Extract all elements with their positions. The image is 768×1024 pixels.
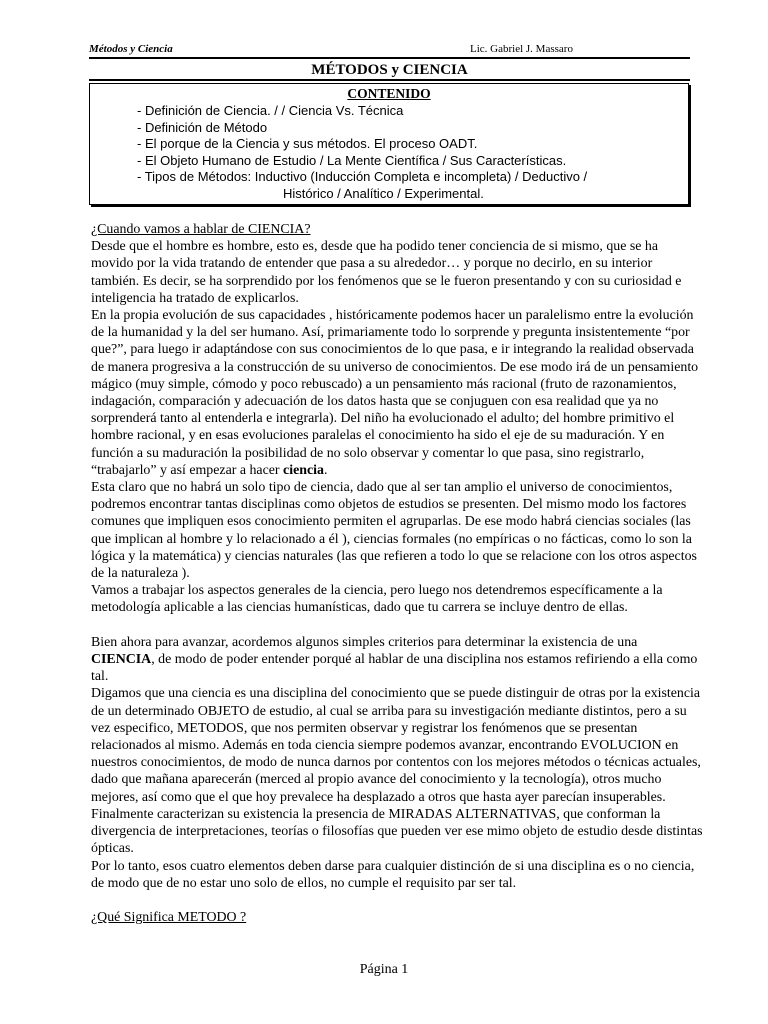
contents-item: - Definición de Método [137,119,268,135]
contents-item: - El porque de la Ciencia y sus métodos. El proceso OADT. [137,136,478,151]
contents-item-continuation: Histórico / Analítico / Experimental. [283,185,484,201]
page-header [89,43,690,57]
paragraph: Desde que el hombre es hombre, esto es, desde que ha podido tener conciencia de si mismo, que se ha movido por la vida tratando de entender que pasa a su alrededor… y porque no decirlo, en su interior también. Es decir, se ha sorprendido por los fenómenos que se le fueron presentando y con su curiosidad e inteligencia ha tratado de explicarlos. [91,239,682,306]
paragraph [91,634,703,686]
paragraph: Digamos que una ciencia es una disciplina del conocimiento que se puede distinguir de otras por la existencia de un determinado OBJETO de estudio, al cual se arriba para su investigación mediante distintos, pero a su vez especifico, METODOS, que nos permiten observar y registrar los fenómenos que se presentan relacionados al mismo. Además en toda ciencia siempre podemos avanzar, encontrando EVOLUCION en nuestros conocimientos, de modo de nunca darnos por contentos con los mejores métodos o técnicas actuales, dado que mañana aparecerán (merced al propio avance del conocimiento y la tecnología), otros mucho mejores, así como que el que hoy prevalece ha desplazado a otros que hasta ayer parecían insuperables. Finalmente caracterizan su existencia la presencia de MIRADAS ALTERNATIVAS, que conforman la divergencia de interpretaciones, teorías o filosofías que pueden ver ese mimo objeto de estudio desde distintas ópticas. [91,686,703,857]
paragraph: Esta claro que no habrá un solo tipo de ciencia, dado que al ser tan amplio el universo de conocimientos, podremos encontrar tantas disciplinas como objetos de estudios se presenten. Del mismo modo los factores comunes que impliquen esos conocimiento permiten el agruparlas. De ese modo habrá ciencias sociales (las que implican al hombre y lo relacionado a él ), ciencias formales (no empíricas o no fácticas, como lo son la lógica y la matemática) y ciencias naturales (las que refieren a todo lo que se relacione con los otros aspectos de la naturaleza ). [91,480,697,582]
contents-item: - Tipos de Métodos: Inductivo (Inducción Completa e incompleta) / Deductivo / [137,169,588,184]
emphasis-ciencia: ciencia [283,462,324,478]
paragraph-end: . [323,462,328,478]
document-body [91,221,703,926]
paragraph: Vamos a trabajar los aspectos generales de la ciencia, pero luego nos detendremos específicamente a la metodología aplicable a las ciencias humanísticas, dado que tu carrera se incluye dentro de ellas. [91,583,663,616]
header-author: Lic. Gabriel J. Massaro [470,43,573,55]
header-rule [89,57,690,59]
paragraph-gap [91,892,703,909]
paragraph: Por lo tanto, esos cuatro elementos deben darse para cualquier distinción de si una disciplina es o no ciencia, de modo que de no estar uno solo de ellos, no cumple el requisito par ser tal. [91,858,695,891]
paragraph-text: En la propia evolución de sus capacidades , históricamente podemos hacer un paralelismo entre la evolución de la humanidad y la del ser humano. Así, primariamente todo lo sorprende y pregunta insistentemente “por que?”, para luego ir adaptándose con sus conocimientos de lo que pasa, e ir integrando la realidad observada de manera progresiva a la construcción de su universo de conocimientos. De ese modo irá de un pensamiento mágico (muy simple, cómodo y poco rebuscado) a un pensamiento más racional (fruto de razonamientos, indagación, comparación y adecuación de los datos hasta que se conjuguen con esa realidad que ya no sorprenderá tanto al entenderla e integrarla). Del niño ha evolucionado el adulto; del hombre primitivo el hombre racional, y en esas evoluciones paralelas el conocimiento ha sido el eje de su maduración. Y en función a su maduración la posibilidad de no solo observar y comentar lo que pasa, sino registrarlo, “trabajarlo” y así empezar a hacer [91,308,699,478]
paragraph-text: Bien ahora para avanzar, acordemos algunos simples criterios para determinar la existencia de una [91,634,638,650]
paragraph [91,307,703,479]
contents-box [89,83,689,205]
section-question-ciencia: ¿Cuando vamos a hablar de CIENCIA? [91,222,311,237]
paragraph-gap [91,617,703,634]
contents-heading: CONTENIDO [347,86,431,101]
title-rule [89,79,690,81]
page-number: Página 1 [359,962,409,977]
paragraph-end: , de modo de poder entender porqué al hablar de una disciplina nos estamos refiriendo a ella como tal. [91,652,698,685]
contents-item: - El Objeto Humano de Estudio / La Mente Científica / Sus Características. [137,152,567,168]
contents-item: - Definición de Ciencia. / / Ciencia Vs. Técnica [137,103,404,118]
document-title: MÉTODOS y CIENCIA [311,62,468,78]
emphasis-ciencia-caps: CIENCIA [91,652,152,668]
contents-list [137,103,587,202]
section-question-metodo: ¿Qué Significa METODO ? [91,910,247,926]
header-subject: Métodos y Ciencia [89,43,173,55]
